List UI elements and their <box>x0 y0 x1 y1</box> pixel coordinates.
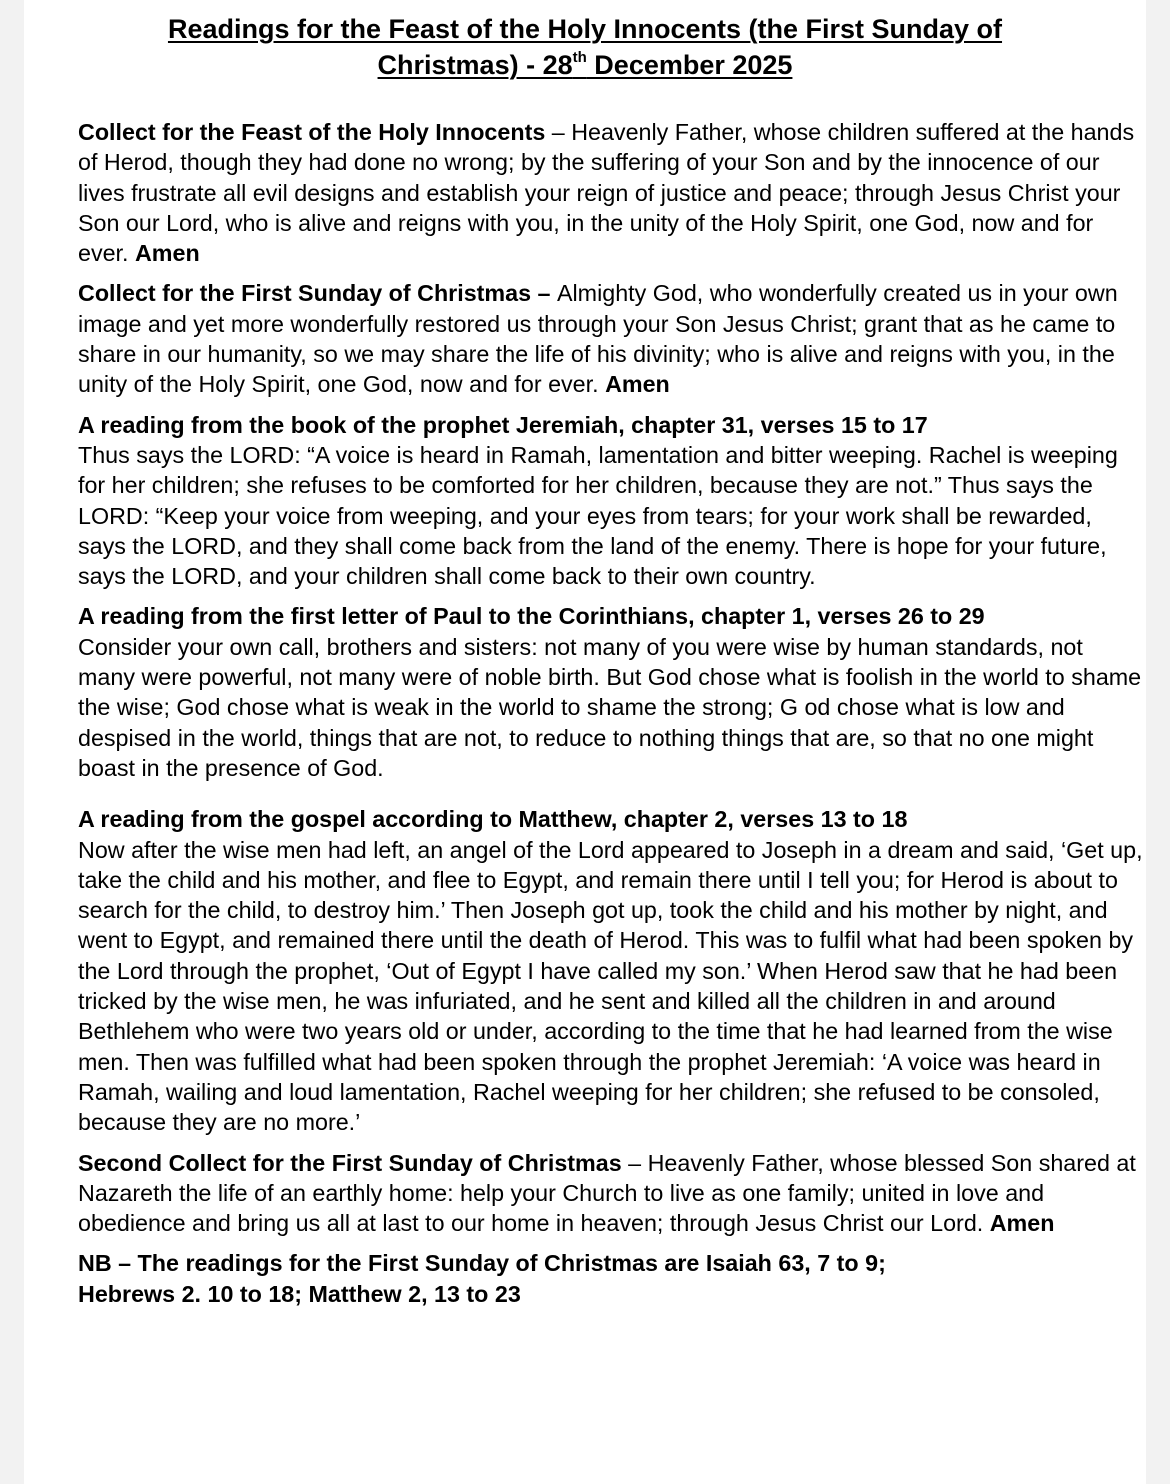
reading-matthew-heading: A reading from the gospel according to Matthew, chapter 2, verses 13 to 18 <box>78 806 908 833</box>
readings-content <box>78 117 1144 1319</box>
reading-corinthians <box>78 601 1144 783</box>
collect-first-sunday <box>78 278 1144 399</box>
document-page <box>24 0 1146 1484</box>
nb-note-line-2: Hebrews 2. 10 to 18; Matthew 2, 13 to 23 <box>78 1280 521 1307</box>
collect-holy-innocents-heading: Collect for the Feast of the Holy Innocents <box>78 119 546 145</box>
reading-jeremiah <box>78 410 1144 592</box>
reading-jeremiah-text: Thus says the LORD: “A voice is heard in Ramah, lamentation and bitter weeping. Rachel is weeping for her children; she refuses to be comforted for her children, because they are not.” Thus says the LORD: “Keep your voice from weeping, and your eyes from tears; for your work shall be rewarded, says the LORD, and they shall come back from the land of the enemy. There is hope for your future, says the LORD, and your children shall come back to their own country. <box>78 441 1118 590</box>
title-ordinal-suffix: th <box>572 49 587 66</box>
second-collect-separator: – <box>621 1149 648 1176</box>
reading-matthew-text: Now after the wise men had left, an angel of the Lord appeared to Joseph in a dream and said, ‘Get up, take the child and his mother, and flee to Egypt, and remain there until I tell you; for Herod is about to search for the child, to destroy him.’ Then Joseph got up, took the child and his mother by night, and went to Egypt, and remained there until the death of Herod. This was to fulfil what had been spoken by the Lord through the prophet, ‘Out of Egypt I have called my son.’ When Herod saw that he had been tricked by the wise men, he was infuriated, and he sent and killed all the children in and around Bethlehem who were two years old or under, according to the time that he had learned from the wise men. Then was fulfilled what had been spoken through the prophet Jeremiah: ‘A voice was heard in Ramah, wailing and loud lamentation, Rachel weeping for her children; she refused to be consoled, because they are no more.’ <box>78 836 1143 1136</box>
collect-holy-innocents <box>78 117 1144 268</box>
nb-note <box>78 1248 1144 1309</box>
second-collect <box>78 1148 1144 1239</box>
nb-note-line-1: NB – The readings for the First Sunday of Christmas are Isaiah 63, 7 to 9; <box>78 1250 886 1277</box>
collect-holy-innocents-text: Heavenly Father, whose children suffered at the hands of Herod, though they had done no wrong; by the suffering of your Son and by the innocence of our lives frustrate all evil designs and establish your reign of justice and peace; through Jesus Christ your Son our Lord, who is alive and reigns with you, in the unity of the Holy Spirit, one God, now and for ever. <box>78 119 1135 267</box>
second-collect-heading: Second Collect for the First Sunday of Christmas <box>78 1149 622 1176</box>
second-collect-text: Heavenly Father, whose blessed Son shared at Nazareth the life of an earthly home: help your Church to live as one family; united in love and obedience and bring us all at last to our home in heaven; through Jesus Christ our Lord. <box>78 1149 1136 1237</box>
collect-first-sunday-amen: Amen <box>605 371 670 398</box>
collect-holy-innocents-separator: – <box>545 119 572 145</box>
title-line-2-end: December 2025 <box>586 50 793 80</box>
collect-holy-innocents-amen: Amen <box>134 240 200 267</box>
title-line-1: Readings for the Feast of the Holy Innocents (the First Sunday of <box>167 14 1003 44</box>
collect-first-sunday-text: Almighty God, who wonderfully created us in your own image and yet more wonderfully restored us through your Son Jesus Christ; grant that as he came to share in our humanity, so we may share the life of his divinity; who is alive and reigns with you, in the unity of the Holy Spirit, one God, now and for ever. <box>78 280 1118 398</box>
reading-matthew <box>78 804 1144 1137</box>
collect-first-sunday-heading: Collect for the First Sunday of Christmas – <box>78 280 557 307</box>
reading-corinthians-heading: A reading from the first letter of Paul to the Corinthians, chapter 1, verses 26 to 29 <box>78 603 985 630</box>
reading-jeremiah-heading: A reading from the book of the prophet Jeremiah, chapter 31, verses 15 to 17 <box>78 411 928 438</box>
page-title <box>24 11 1146 83</box>
reading-corinthians-text: Consider your own call, brothers and sisters: not many of you were wise by human standards, not many were powerful, not many were of noble birth. But God chose what is foolish in the world to shame the wise; God chose what is weak in the world to shame the strong; G od chose what is low and despised in the world, things that are not, to reduce to nothing things that are, so that no one might boast in the presence of God. <box>78 633 1142 781</box>
second-collect-amen: Amen <box>989 1210 1055 1237</box>
title-line-2-start: Christmas) - 28 <box>377 50 573 80</box>
